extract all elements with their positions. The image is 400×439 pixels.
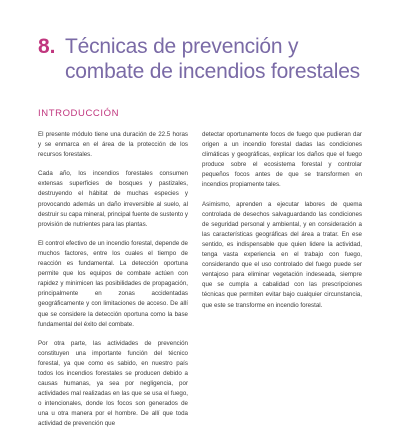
paragraph: Cada año, los incendios forestales consumen extensas superficies de bosques y pastizales, destruyendo el hábitat de muchas especies y provocando además un daño irreversible al suelo, al destruir su capa mineral, principal fuente de sustento y provisión de nutrientes para las plantas. bbox=[38, 170, 188, 228]
section-heading: INTRODUCCIÓN bbox=[38, 108, 120, 119]
chapter-title bbox=[38, 34, 388, 84]
paragraph: detectar oportunamente focos de fuego que pudieran dar origen a un incendio forestal dadas las condiciones climáticas y geográficas, explicar los daños que el fuego produce sobre el ecosistema forestal y controlar pequeños focos antes de que se transformen en incendios propiamente tales. bbox=[202, 131, 362, 189]
chapter-title-line-2: combate de incendios forestales bbox=[65, 60, 360, 83]
paragraph: Por otra parte, las actividades de prevención constituyen una importante función del técnico forestal, ya que como es sabido, en nuestro país todos los incendios forestales se producen debido a causas humanas, ya sea por negligencia, por actividades mal realizadas en las que se usa el fuego, o intencionales, donde los focos son generados de una u otra manera por el hombre. De allí que toda actividad de prevención que bbox=[38, 339, 188, 428]
paragraph: Asimismo, aprenden a ejecutar labores de quema controlada de desechos salvaguardando las condiciones de seguridad personal y ambiental, y en consideración a las características geográficas del área a tratar. En ese sentido, es indispensable que quien lidere la actividad, tenga vasta experiencia en el trabajo con fuego, considerando que el uso controlado del fuego puede ser ventajoso para eliminar vegetación indeseada, siempre que se cumpla a cabalidad con las prescripciones técnicas que permiten evitar bajo cualquier circunstancia, que este se transforme en incendio forestal. bbox=[202, 200, 362, 309]
right-column bbox=[202, 130, 362, 320]
paragraph: El presente módulo tiene una duración de 22.5 horas y se enmarca en el área de la protección de los recursos forestales. bbox=[38, 131, 188, 159]
chapter-number: 8. bbox=[38, 35, 56, 58]
left-column bbox=[38, 130, 188, 439]
paragraph: El control efectivo de un incendio forestal, depende de muchos factores, entre los cuales el tiempo de reacción es fundamental. La detección oportuna permite que los equipos de combate actúen con rapidez y minimicen las posibilidades de propagación, principalmente en zonas accidentadas geográficamente y con limitaciones de acceso. De allí que se considere la detección oportuna como la base fundamental del éxito del combate. bbox=[38, 239, 188, 328]
chapter-title-line-1: Técnicas de prevención y bbox=[65, 35, 299, 58]
